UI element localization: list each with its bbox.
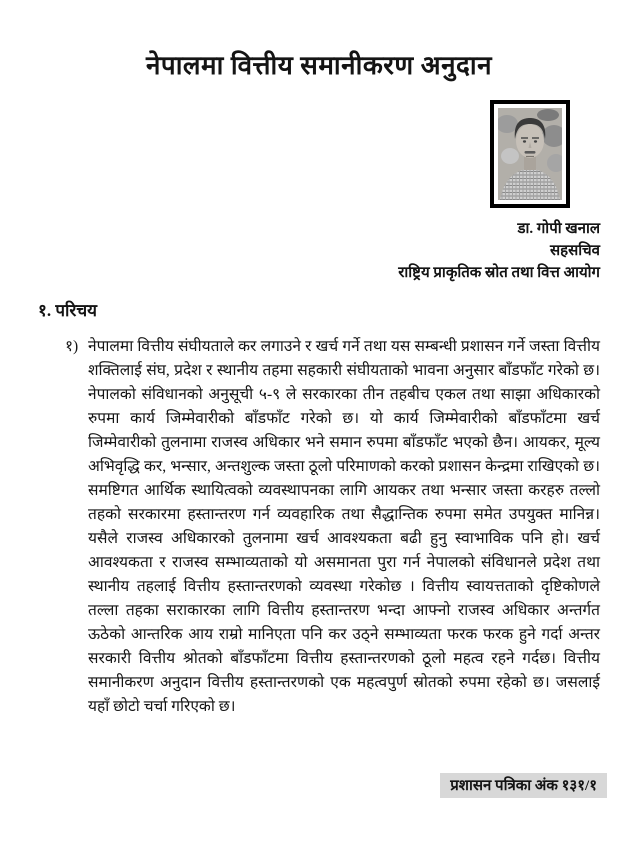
author-photo <box>490 100 570 208</box>
footer-journal-issue-label: प्रशासन पत्रिका अंक १३१/१ <box>440 773 607 798</box>
section-heading-introduction: १. परिचय <box>38 301 98 320</box>
paragraph-number: १) <box>65 338 79 355</box>
author-name: डा. गोपी खनाल <box>517 221 600 237</box>
body-paragraph <box>65 335 600 719</box>
portrait-photo-graphic <box>498 108 562 200</box>
author-block <box>38 100 600 284</box>
page-title: नेपालमा वित्तीय समानीकरण अनुदान <box>146 51 492 80</box>
author-organization: राष्ट्रिय प्राकृतिक स्रोत तथा वित्त आयोग <box>398 265 600 281</box>
paragraph-text: नेपालमा वित्तीय संघीयताले कर लगाउने र खर्च गर्ने तथा यस सम्बन्धी प्रशासन गर्ने जस्ता वित्तीय शक्तिलाई संघ, प्रदेश र स्थानीय तहमा सहकारी संघीयताको भावना अनुसार बाँडफाँट गरेको छ। नेपालको संविधानको अनुसूची ५-९ ले सरकारका तीन तहबीच एकल तथा साझा अधिकारको रुपमा कार्य जिम्मेवारीको बाँडफाँट गरेको छ। यो कार्य जिम्मेवारीको बाँडफाँटमा खर्च जिम्मेवारीको तुलनामा राजस्व अधिकार भने समान रुपमा बाँडफाँट भएको छैन। आयकर, मूल्य अभिवृद्धि कर, भन्सार, अन्तशुल्क जस्ता ठूलो परिमाणको करको प्रशासन केन्द्रमा राखिएको छ। समष्टिगत आर्थिक स्थायित्वको व्यवस्थापनका लागि आयकर तथा भन्सार जस्ता करहरु तल्लो तहको सरकारमा हस्तान्तरण गर्न व्यवहारिक तथा सैद्धान्तिक रुपमा समेत उपयुक्त मानिन्न। यसैले राजस्व अधिकारको तुलनामा खर्च आवश्यकता बढी हुनु स्वाभाविक पनि हो। खर्च आवश्यकता र राजस्व सम्भाव्यताको यो असमानता पुरा गर्न नेपालको संविधानले प्रदेश तथा स्थानीय तहलाई वित्तीय हस्तान्तरणको व्यवस्था गरेकोछ । वित्तीय स्वायत्तताको दृष्टिकोणले तल्ला तहका सराकारका लागि वित्तीय हस्तान्तरण भन्दा आफ्नो राजस्व अधिकार अन्तर्गत ऊठेको आन्तरिक आय राम्रो मानिएता पनि कर उठ्ने सम्भाव्यता फरक फरक हुने गर्दा अन्तर सरकारी वित्तीय श्रोतको बाँडफाँटमा वित्तीय हस्तान्तरणको ठूलो महत्व रहने गर्दछ। वित्तीय समानीकरण अनुदान वित्तीय हस्तान्तरणको एक महत्वपुर्ण स्रोतको रुपमा रहेको छ। जसलाई यहाँ छोटो चर्चा गरिएको छ। <box>88 338 600 715</box>
author-designation: सहसचिव <box>550 243 600 259</box>
